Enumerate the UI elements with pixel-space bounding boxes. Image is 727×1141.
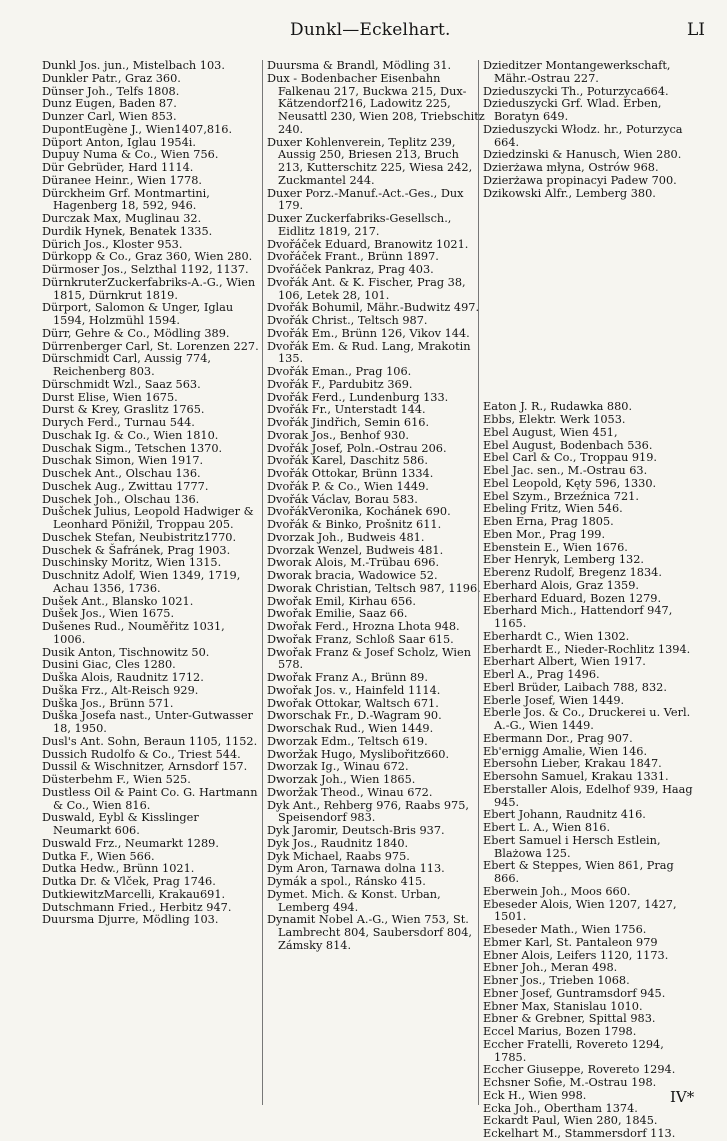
- directory-entry: Dutschmann Fried., Herbitz 947.: [42, 900, 232, 914]
- directory-entry: Ebner & Grebner, Spittal 983.: [483, 1012, 656, 1026]
- directory-entry: Dussil & Wischnitzer, Arnsdorf 157.: [42, 760, 248, 774]
- directory-entry: Duschek Aug., Zwittau 1777.: [42, 479, 209, 493]
- directory-entry: Ebel Jac. sen., M.-Ostrau 63.: [483, 464, 648, 477]
- directory-entry: Eberhardt E., Nieder-Rochlitz 1394.: [483, 642, 691, 656]
- directory-entry: Ebner Josef, Guntramsdorf 945.: [483, 986, 666, 1000]
- directory-entry: Dussich Rudolfo & Co., Triest 544.: [42, 747, 241, 761]
- directory-entry: Eckelhart M., Stammersdorf 113.: [483, 1127, 676, 1140]
- directory-entry: Dymet. Mich. & Konst. Urban, Lemberg 494.: [267, 887, 441, 914]
- directory-entry: Eberenz Rudolf, Bregenz 1834.: [483, 566, 662, 579]
- column-3-gap: [483, 200, 698, 401]
- directory-entry: Dusini Giac, Cles 1280.: [42, 658, 176, 672]
- directory-entry: Duschak Ig. & Co., Wien 1810.: [42, 428, 219, 442]
- directory-entry: Duxer Porz.-Manuf.-Act.-Ges., Dux 179.: [267, 186, 464, 213]
- directory-entry: Ebner Max, Stanislau 1010.: [483, 999, 643, 1013]
- directory-entry: Dworžak Hugo, Myslibořitz660.: [267, 747, 450, 761]
- directory-entry: Dürckheim Grf. Montmartini, Hagenberg 18, 592, 946.: [42, 186, 210, 213]
- directory-entry: Duxer Kohlenverein, Teplitz 239, Aussig 250, Briesen 213, Bruch 213, Kutterschitz 225, Wiesa 242, Zuckmantel 244.: [267, 135, 473, 187]
- directory-entry: Dünser Joh., Telfs 1808.: [42, 84, 180, 98]
- directory-entry: Ebersohn Lieber, Krakau 1847.: [483, 757, 662, 771]
- signature-mark: IV*: [670, 1088, 695, 1106]
- directory-entry: Eberhardt C., Wien 1302.: [483, 629, 630, 643]
- directory-entry: Dworžak Theod., Winau 672.: [267, 785, 433, 799]
- directory-entry: Düsterbehm F., Wien 525.: [42, 773, 191, 786]
- directory-entry: Dwořak Ottokar, Waltsch 671.: [267, 696, 439, 710]
- directory-entry: Dvořák Josef, Poln.-Ostrau 206.: [267, 441, 447, 455]
- column-3-e-section: [483, 401, 698, 1141]
- directory-entry: Dürich Jos., Kloster 953.: [42, 237, 183, 251]
- directory-entry: Dymák a spol., Ránsko 415.: [267, 875, 426, 888]
- directory-entry: Dworzak Joh., Wien 1865.: [267, 773, 416, 786]
- directory-entry: Dwořak Jos. v., Hainfeld 1114.: [267, 683, 441, 697]
- directory-entry: Eb'ernigg Amalie, Wien 146.: [483, 744, 648, 758]
- directory-entry: Dvořáček Frant., Brünn 1897.: [267, 250, 439, 264]
- directory-entry: Dwořak Franz, Schloß Saar 615.: [267, 632, 454, 646]
- directory-entry: Durych Ferd., Turnau 544.: [42, 416, 195, 429]
- directory-entry: Duswald Frz., Neumarkt 1289.: [42, 836, 219, 850]
- directory-entry: Eberl Brüder, Laibach 788, 832.: [483, 680, 667, 694]
- directory-entry: Duschek Ant., Olschau 136.: [42, 467, 201, 480]
- directory-entry: Dux - Bodenbacher Eisenbahn Falkenau 217, Buckwa 215, Dux-Kätzendorf216, Ladowitz 225, Neusattl 230, Wien 208, Triebschitz 240.: [267, 71, 485, 136]
- directory-entry: Dvořáček Eduard, Branowitz 1021.: [267, 237, 469, 251]
- directory-entry: Dvořák Ottokar, Brünn 1334.: [267, 467, 434, 480]
- directory-entry: Dyk Jos., Raudnitz 1840.: [267, 836, 409, 850]
- directory-entry: Duschak Sigm., Tetschen 1370.: [42, 441, 223, 455]
- directory-entry: Durst & Krey, Graslitz 1765.: [42, 403, 205, 417]
- directory-entry: Ebermann Dor., Prag 907.: [483, 731, 633, 745]
- directory-entry: Duschek Stefan, Neubistritz1770.: [42, 530, 237, 544]
- directory-entry: Duswald, Eybl & Kisslinger Neumarkt 606.: [42, 811, 199, 837]
- directory-entry: Dutka Hedw., Brünn 1021.: [42, 862, 195, 876]
- directory-entry: Ebert Samuel i Hersch Estlein, Blażowa 125.: [483, 833, 661, 860]
- directory-entry: Ebel Leopold, Kęty 596, 1330.: [483, 476, 657, 490]
- directory-entry: DupontEugène J., Wien1407,816.: [42, 122, 233, 136]
- directory-entry: Ebert L. A., Wien 816.: [483, 821, 611, 834]
- directory-entry: Dyk Ant., Rehberg 976, Raabs 975, Speisendorf 983.: [267, 798, 469, 825]
- directory-entry: Dzierżawa młyna, Ostrów 968.: [483, 161, 659, 174]
- directory-entry: Duška Jos., Brünn 571.: [42, 696, 174, 710]
- directory-entry: Eck H., Wien 998.: [483, 1088, 587, 1102]
- directory-entry: Dvořák Karel, Daschitz 586.: [267, 454, 428, 468]
- directory-entry: Dwořak Franz A., Brünn 89.: [267, 671, 428, 684]
- directory-entry: Ebel Szym., Brzeźnica 721.: [483, 489, 639, 503]
- column-1: [42, 60, 260, 927]
- directory-entry: Duška Frz., Alt-Reisch 929.: [42, 683, 199, 697]
- directory-entry: Dworzak Ig., Winau 672.: [267, 760, 409, 774]
- directory-entry: Echsner Sofie, M.-Ostrau 198.: [483, 1076, 657, 1089]
- page-header: [0, 14, 727, 42]
- directory-entry: Dürkopp & Co., Graz 360, Wien 280.: [42, 250, 253, 264]
- directory-entry: Dwořak Franz & Josef Scholz, Wien 578.: [267, 645, 472, 672]
- directory-entry: Dvořák Ferd., Lundenburg 133.: [267, 390, 449, 404]
- directory-entry: Dzieditzer Montangewerkschaft, Mähr.-Ostrau 227.: [483, 59, 671, 85]
- directory-entry: Dvořák Jindřich, Semin 616.: [267, 416, 430, 429]
- directory-entry: Eccher Fratelli, Rovereto 1294, 1785.: [483, 1037, 664, 1064]
- directory-entry: Dvořák Em., Brünn 126, Vikov 144.: [267, 326, 470, 340]
- directory-entry: Ebeseder Alois, Wien 1207, 1427, 1501.: [483, 897, 677, 924]
- directory-entry: Dušek Jos., Wien 1675.: [42, 607, 175, 621]
- directory-entry: Eckardt Paul, Wien 280, 1845.: [483, 1114, 658, 1128]
- directory-entry: Dwořak Emilie, Saaz 66.: [267, 607, 408, 621]
- directory-entry: Dutka Dr. & Vlček, Prag 1746.: [42, 875, 216, 888]
- directory-entry: Duschek & Šafránek, Prag 1903.: [42, 543, 231, 557]
- column-2: [262, 60, 485, 1105]
- directory-entry: Ebner Jos., Trieben 1068.: [483, 974, 630, 987]
- directory-entry: Dunzer Carl, Wien 853.: [42, 110, 177, 123]
- directory-entry: Duschek Joh., Olschau 136.: [42, 492, 200, 506]
- directory-entry: Duursma & Brandl, Mödling 31.: [267, 59, 452, 72]
- directory-entry: Dyk Michael, Raabs 975.: [267, 849, 410, 863]
- directory-entry: Eberle Josef, Wien 1449.: [483, 693, 625, 707]
- directory-entry: Dusik Anton, Tischnowitz 50.: [42, 645, 210, 659]
- directory-entry: Eberstaller Alois, Edelhof 939, Haag 945.: [483, 782, 693, 809]
- column-3: [478, 59, 698, 1140]
- directory-entry: Dürport, Salomon & Unger, Iglau 1594, Holzmühl 1594.: [42, 301, 234, 327]
- directory-entry: Duschak Simon, Wien 1917.: [42, 454, 204, 468]
- directory-entry: Dustless Oil & Paint Co. G. Hartmann & Co., Wien 816.: [42, 785, 258, 812]
- directory-entry: Dwořak Ferd., Hrozna Lhota 948.: [267, 620, 460, 633]
- directory-entry: Eberhard Eduard, Bozen 1279.: [483, 591, 662, 605]
- directory-entry: Dzieduszycki Włodz. hr., Poturzyca 664.: [483, 122, 683, 149]
- directory-entry: Dzikowski Alfr., Lemberg 380.: [483, 186, 656, 200]
- directory-entry: Ebert & Steppes, Wien 861, Prag 866.: [483, 859, 674, 885]
- directory-entry: Dvořák Eman., Prag 106.: [267, 365, 412, 378]
- directory-entry: Dvořák Christ., Teltsch 987.: [267, 314, 428, 327]
- directory-entry: Eben Mor., Prag 199.: [483, 527, 606, 541]
- directory-entry: Durczak Max, Muglinau 32.: [42, 212, 202, 225]
- directory-entry: Dvořák P. & Co., Wien 1449.: [267, 479, 429, 493]
- directory-entry: Dworak Alois, M.-Trübau 696.: [267, 556, 440, 570]
- directory-entry: Dvořák Ant. & K. Fischer, Prag 38, 106, Letek 28, 101.: [267, 275, 466, 302]
- directory-entry: Dzieduszycki Grf. Wlad. Erben, Boratyn 649.: [483, 97, 662, 123]
- directory-entry: Ebenstein E., Wien 1676.: [483, 540, 628, 554]
- directory-entry: Eberwein Joh., Moos 660.: [483, 884, 631, 898]
- directory-entry: Durst Elise, Wien 1675.: [42, 390, 178, 404]
- directory-entry: Dvořák Bohumil, Mähr.-Budwitz 497.: [267, 301, 480, 315]
- directory-entry: Eccel Marius, Bozen 1798.: [483, 1025, 637, 1038]
- directory-entry: Duška Alois, Raudnitz 1712.: [42, 671, 204, 684]
- directory-entry: Eberhard Alois, Graz 1359.: [483, 578, 640, 592]
- directory-entry: Duursma Djurre, Mödling 103.: [42, 913, 219, 927]
- page-number: LI: [686, 20, 705, 40]
- directory-entry: Dworak bracia, Wadowice 52.: [267, 569, 438, 582]
- directory-entry: Eberl A., Prag 1496.: [483, 668, 600, 681]
- directory-entry: Dutka F., Wien 566.: [42, 849, 155, 863]
- directory-entry: Ebert Johann, Raudnitz 416.: [483, 808, 646, 822]
- directory-entry: Dzieduszycki Th., Poturzyca664.: [483, 84, 669, 98]
- directory-entry: Dürschmidt Wzl., Saaz 563.: [42, 377, 201, 391]
- directory-entry: Dürschmidt Carl, Aussig 774, Reichenberg 803.: [42, 352, 212, 378]
- directory-entry: Dzierżawa propinacyi Padew 700.: [483, 173, 677, 187]
- directory-entry: Eber Henryk, Lemberg 132.: [483, 553, 644, 567]
- directory-entry: Dvořák F., Pardubitz 369.: [267, 377, 413, 391]
- directory-entry: Dvořák Václav, Borau 583.: [267, 492, 418, 506]
- directory-entry: Ebner Alois, Leifers 1120, 1173.: [483, 948, 669, 962]
- directory-entry: Ebbs, Elektr. Werk 1053.: [483, 413, 626, 426]
- directory-entry: Dupuy Numa & Co., Wien 756.: [42, 148, 219, 162]
- directory-entry: Dynamit Nobel A.-G., Wien 753, St. Lambrecht 804, Saubersdorf 804, Zámsky 814.: [267, 913, 472, 952]
- directory-entry: Ebel Carl & Co., Troppau 919.: [483, 451, 657, 465]
- directory-entry: Ebel August, Bodenbach 536.: [483, 438, 653, 452]
- page-title: Dunkl—Eckelhart.: [290, 20, 451, 40]
- directory-entry: DutkiewitzMarcelli, Krakau691.: [42, 887, 226, 901]
- directory-entry: Ebeling Fritz, Wien 546.: [483, 502, 623, 516]
- directory-entry: Ebeseder Math., Wien 1756.: [483, 923, 647, 936]
- directory-entry: Eaton J. R., Rudawka 880.: [483, 400, 633, 414]
- directory-entry: Eberhard Mich., Hattendorf 947, 1165.: [483, 604, 673, 630]
- directory-entry: Dvořák Fr., Unterstadt 144.: [267, 403, 426, 417]
- directory-entry: Dušek Ant., Blansko 1021.: [42, 594, 194, 608]
- directory-entry: Dušchek Julius, Leopold Hadwiger & Leonhard Pönižil, Troppau 205.: [42, 505, 254, 531]
- directory-entry: Dušenes Rud., Nouměřitz 1031, 1006.: [42, 620, 225, 646]
- directory-entry: Dworschak Fr., D.-Wagram 90.: [267, 709, 442, 723]
- directory-entry: Duxer Zuckerfabriks-Gesellsch., Eidlitz 1819, 217.: [267, 212, 452, 238]
- directory-entry: Duschnitz Adolf, Wien 1349, 1719, Achau 1356, 1736.: [42, 569, 241, 595]
- directory-entry: Ecka Joh., Obertham 1374.: [483, 1101, 638, 1115]
- column-3-d-section: [483, 60, 698, 200]
- directory-entry: Dvorzak Joh., Budweis 481.: [267, 530, 425, 544]
- directory-entry: Dworak Christian, Teltsch 987, 1196.: [267, 581, 481, 595]
- directory-entry: Dürmoser Jos., Selzthal 1192, 1137.: [42, 263, 249, 276]
- directory-entry: Dunkl Jos. jun., Mistelbach 103.: [42, 59, 225, 72]
- directory-entry: Dvořák Em. & Rud. Lang, Mrakotin 135.: [267, 339, 471, 366]
- directory-entry: Dyk Jaromir, Deutsch-Bris 937.: [267, 824, 445, 837]
- directory-entry: Dürr, Gehre & Co., Mödling 389.: [42, 326, 230, 340]
- directory-entry: Dworzak Edm., Teltsch 619.: [267, 734, 428, 748]
- directory-entry: Dworschak Rud., Wien 1449.: [267, 722, 434, 735]
- directory-entry: Ebner Joh., Meran 498.: [483, 961, 618, 975]
- directory-entry: Dürrenberger Carl, St. Lorenzen 227.: [42, 339, 259, 353]
- directory-entry: Ebersohn Samuel, Krakau 1331.: [483, 770, 669, 783]
- directory-entry: Duschinsky Moritz, Wien 1315.: [42, 556, 222, 570]
- directory-entry: Dür Gebrüder, Hard 1114.: [42, 161, 194, 174]
- directory-entry: Dvorak Jos., Benhof 930.: [267, 428, 409, 442]
- directory-entry: Eben Erna, Prag 1805.: [483, 515, 614, 528]
- directory-entry: Dym Aron, Tarnawa dolna 113.: [267, 862, 445, 876]
- directory-entry: Dvořáček Pankraz, Prag 403.: [267, 263, 434, 276]
- directory-entry: Dunkler Patr., Graz 360.: [42, 71, 181, 85]
- directory-entry: Eberle Jos. & Co., Druckerei u. Verl. A.-G., Wien 1449.: [483, 706, 691, 732]
- directory-entry: Dusl's Ant. Sohn, Beraun 1105, 1152.: [42, 734, 258, 748]
- directory-entry: Düport Anton, Iglau 1954i.: [42, 135, 196, 149]
- directory-entry: Düranee Heinr., Wien 1778.: [42, 173, 202, 187]
- directory-entry: Dvořák & Binko, Prošnitz 611.: [267, 518, 442, 531]
- directory-entry: DürnkruterZuckerfabriks-A.-G., Wien 1815, Dürnkrut 1819.: [42, 275, 256, 302]
- directory-entry: Eberhart Albert, Wien 1917.: [483, 655, 646, 669]
- directory-entry: Ebel August, Wien 451,: [483, 425, 618, 439]
- directory-entry: Durdik Hynek, Benatek 1335.: [42, 224, 213, 238]
- directory-entry: Dziedzinski & Hanusch, Wien 280.: [483, 148, 682, 162]
- directory-entry: Dwořak Emil, Kirhau 656.: [267, 594, 416, 608]
- directory-entry: Eccher Giuseppe, Rovereto 1294.: [483, 1063, 676, 1077]
- directory-entry: Dunz Eugen, Baden 87.: [42, 97, 177, 111]
- directory-entry: Duška Josefa nast., Unter-Gutwasser 18, 1950.: [42, 709, 253, 735]
- directory-entry: DvořákVeronika, Kochánek 690.: [267, 505, 451, 519]
- directory-entry: Dvorzak Wenzel, Budweis 481.: [267, 543, 444, 557]
- directory-entry: Ebmer Karl, St. Pantaleon 979: [483, 935, 658, 949]
